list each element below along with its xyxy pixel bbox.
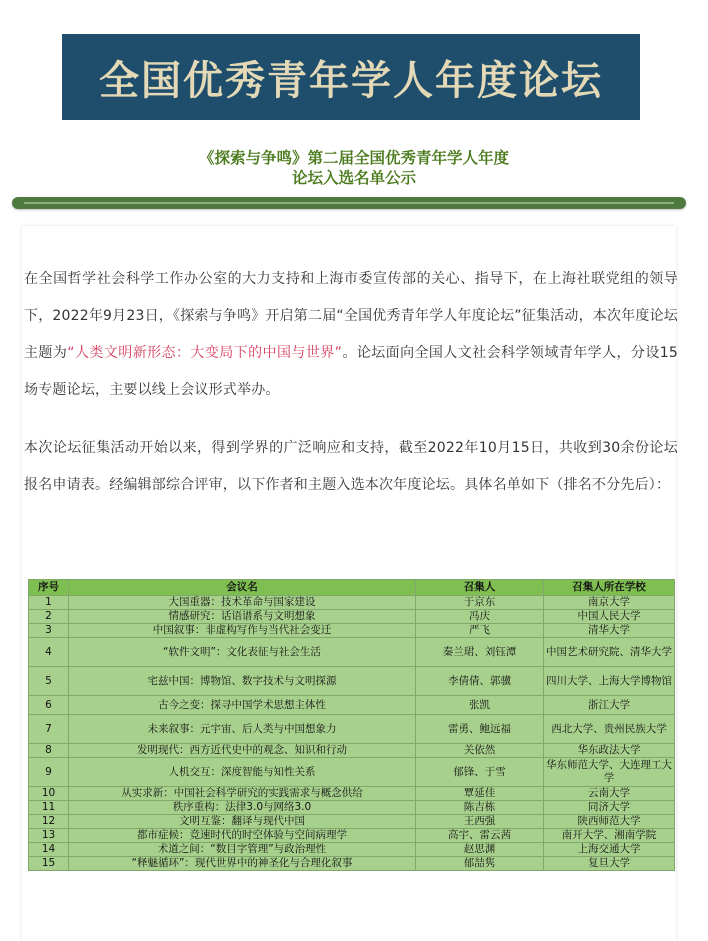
cell-forum-name: 都市症候：竞速时代的时空体验与空间病理学 bbox=[69, 829, 416, 843]
table-header-row bbox=[29, 580, 675, 596]
cell-forum-name: 从实求新：中国社会科学研究的实践需求与概念供给 bbox=[69, 787, 416, 801]
cell-school: 南京大学 bbox=[544, 596, 675, 610]
cell-forum-name: 宅兹中国：博物馆、数字技术与文明探源 bbox=[69, 667, 416, 696]
cell-index: 2 bbox=[29, 610, 69, 624]
table-row bbox=[29, 696, 675, 715]
cell-school: 清华大学 bbox=[544, 624, 675, 638]
cell-convener: 王西强 bbox=[416, 815, 544, 829]
table-row bbox=[29, 715, 675, 744]
cell-school: 中国人民大学 bbox=[544, 610, 675, 624]
cell-index: 8 bbox=[29, 744, 69, 758]
cell-index: 9 bbox=[29, 758, 69, 787]
table-row bbox=[29, 801, 675, 815]
table-row bbox=[29, 857, 675, 871]
banner bbox=[62, 34, 640, 120]
table-row bbox=[29, 758, 675, 787]
page-title-line-1: 《探索与争鸣》第二届全国优秀青年学人年度 bbox=[198, 149, 509, 167]
cell-index: 14 bbox=[29, 843, 69, 857]
banner-title: 全国优秀青年学人年度论坛 bbox=[99, 56, 603, 104]
cell-index: 6 bbox=[29, 696, 69, 715]
intro-paragraph-1 bbox=[24, 261, 678, 409]
cell-index: 11 bbox=[29, 801, 69, 815]
header-school: 召集人所在学校 bbox=[544, 580, 675, 596]
cell-index: 4 bbox=[29, 638, 69, 667]
cell-school: 上海交通大学 bbox=[544, 843, 675, 857]
cell-forum-name: “软件文明”：文化表征与社会生活 bbox=[69, 638, 416, 667]
page-title-line-2: 论坛入选名单公示 bbox=[291, 169, 416, 187]
cell-forum-name: 文明互鉴：翻译与现代中国 bbox=[69, 815, 416, 829]
header-index: 序号 bbox=[29, 580, 69, 596]
table-row bbox=[29, 843, 675, 857]
cell-forum-name: 术道之间：“数目字管理”与政治理性 bbox=[69, 843, 416, 857]
cell-school: 复旦大学 bbox=[544, 857, 675, 871]
cell-school: 西北大学、贵州民族大学 bbox=[544, 715, 675, 744]
cell-convener: 秦兰珺、刘钰潭 bbox=[416, 638, 544, 667]
cell-school: 云南大学 bbox=[544, 787, 675, 801]
theme-highlight: “人类文明新形态：大变局下的中国与世界” bbox=[67, 345, 343, 361]
cell-forum-name: 大国重器：技术革命与国家建设 bbox=[69, 596, 416, 610]
cell-convener: 郁锋、于雪 bbox=[416, 758, 544, 787]
cell-forum-name: 未来叙事：元宇宙、后人类与中国想象力 bbox=[69, 715, 416, 744]
cell-forum-name: 人机交互：深度智能与知性关系 bbox=[69, 758, 416, 787]
cell-school: 四川大学、上海大学博物馆 bbox=[544, 667, 675, 696]
cell-school: 中国艺术研究院、清华大学 bbox=[544, 638, 675, 667]
cell-index: 10 bbox=[29, 787, 69, 801]
cell-index: 12 bbox=[29, 815, 69, 829]
forum-list-table bbox=[28, 579, 675, 871]
cell-index: 3 bbox=[29, 624, 69, 638]
cell-school: 同济大学 bbox=[544, 801, 675, 815]
cell-convener: 李倩倩、郭骥 bbox=[416, 667, 544, 696]
cell-convener: 关依然 bbox=[416, 744, 544, 758]
cell-school: 南开大学、湘南学院 bbox=[544, 829, 675, 843]
cell-convener: 严飞 bbox=[416, 624, 544, 638]
table-row bbox=[29, 624, 675, 638]
cell-convener: 陈吉栋 bbox=[416, 801, 544, 815]
header-convener: 召集人 bbox=[416, 580, 544, 596]
intro-text: 在全国哲学社会科学工作办公室的大力支持和上海市委宣传部的关心、指导下，在上海社联党组的领导下，2022年9月23日，《探索与争鸣》开启第二届“全国优秀青年学人年度论坛”征集活动，本次年度论坛主题为 bbox=[24, 271, 678, 361]
cell-index: 5 bbox=[29, 667, 69, 696]
cell-school: 华东师范大学、大连理工大学 bbox=[544, 758, 675, 787]
cell-forum-name: 中国叙事：非虚构写作与当代社会变迁 bbox=[69, 624, 416, 638]
table-row bbox=[29, 787, 675, 801]
table-row bbox=[29, 638, 675, 667]
cell-school: 浙江大学 bbox=[544, 696, 675, 715]
table-row bbox=[29, 829, 675, 843]
cell-convener: 于京东 bbox=[416, 596, 544, 610]
table-row bbox=[29, 610, 675, 624]
cell-convener: 覃延佳 bbox=[416, 787, 544, 801]
cell-forum-name: 古今之变：探寻中国学术思想主体性 bbox=[69, 696, 416, 715]
table-row bbox=[29, 596, 675, 610]
intro-text: 。论坛面向全国人文社会科学领域青年学人，分设15场专题论坛，主要以线上会议形式举办。 bbox=[24, 345, 678, 398]
cell-convener: 赵思渊 bbox=[416, 843, 544, 857]
cell-index: 1 bbox=[29, 596, 69, 610]
cell-school: 华东政法大学 bbox=[544, 744, 675, 758]
table-row bbox=[29, 667, 675, 696]
cell-convener: 郁喆隽 bbox=[416, 857, 544, 871]
divider bbox=[12, 197, 686, 209]
cell-convener: 张凯 bbox=[416, 696, 544, 715]
cell-forum-name: 秩序重构：法律3.0与网络3.0 bbox=[69, 801, 416, 815]
cell-index: 13 bbox=[29, 829, 69, 843]
table-row bbox=[29, 815, 675, 829]
cell-index: 7 bbox=[29, 715, 69, 744]
cell-forum-name: 发明现代：西方近代史中的观念、知识和行动 bbox=[69, 744, 416, 758]
table-row bbox=[29, 744, 675, 758]
cell-convener: 雷勇、鲍远福 bbox=[416, 715, 544, 744]
cell-school: 陕西师范大学 bbox=[544, 815, 675, 829]
cell-forum-name: “释魅循环”：现代世界中的神圣化与合理化叙事 bbox=[69, 857, 416, 871]
header-forum-name: 会议名 bbox=[69, 580, 416, 596]
cell-index: 15 bbox=[29, 857, 69, 871]
intro-paragraph-2: 本次论坛征集活动开始以来，得到学界的广泛响应和支持，截至2022年10月15日，共收到30余份论坛报名申请表。经编辑部综合评审，以下作者和主题入选本次年度论坛。具体名单如下（排名不分先后）： bbox=[24, 440, 678, 493]
cell-forum-name: 情感研究：话语谱系与文明想象 bbox=[69, 610, 416, 624]
cell-convener: 冯庆 bbox=[416, 610, 544, 624]
cell-convener: 高宇、雷云茜 bbox=[416, 829, 544, 843]
